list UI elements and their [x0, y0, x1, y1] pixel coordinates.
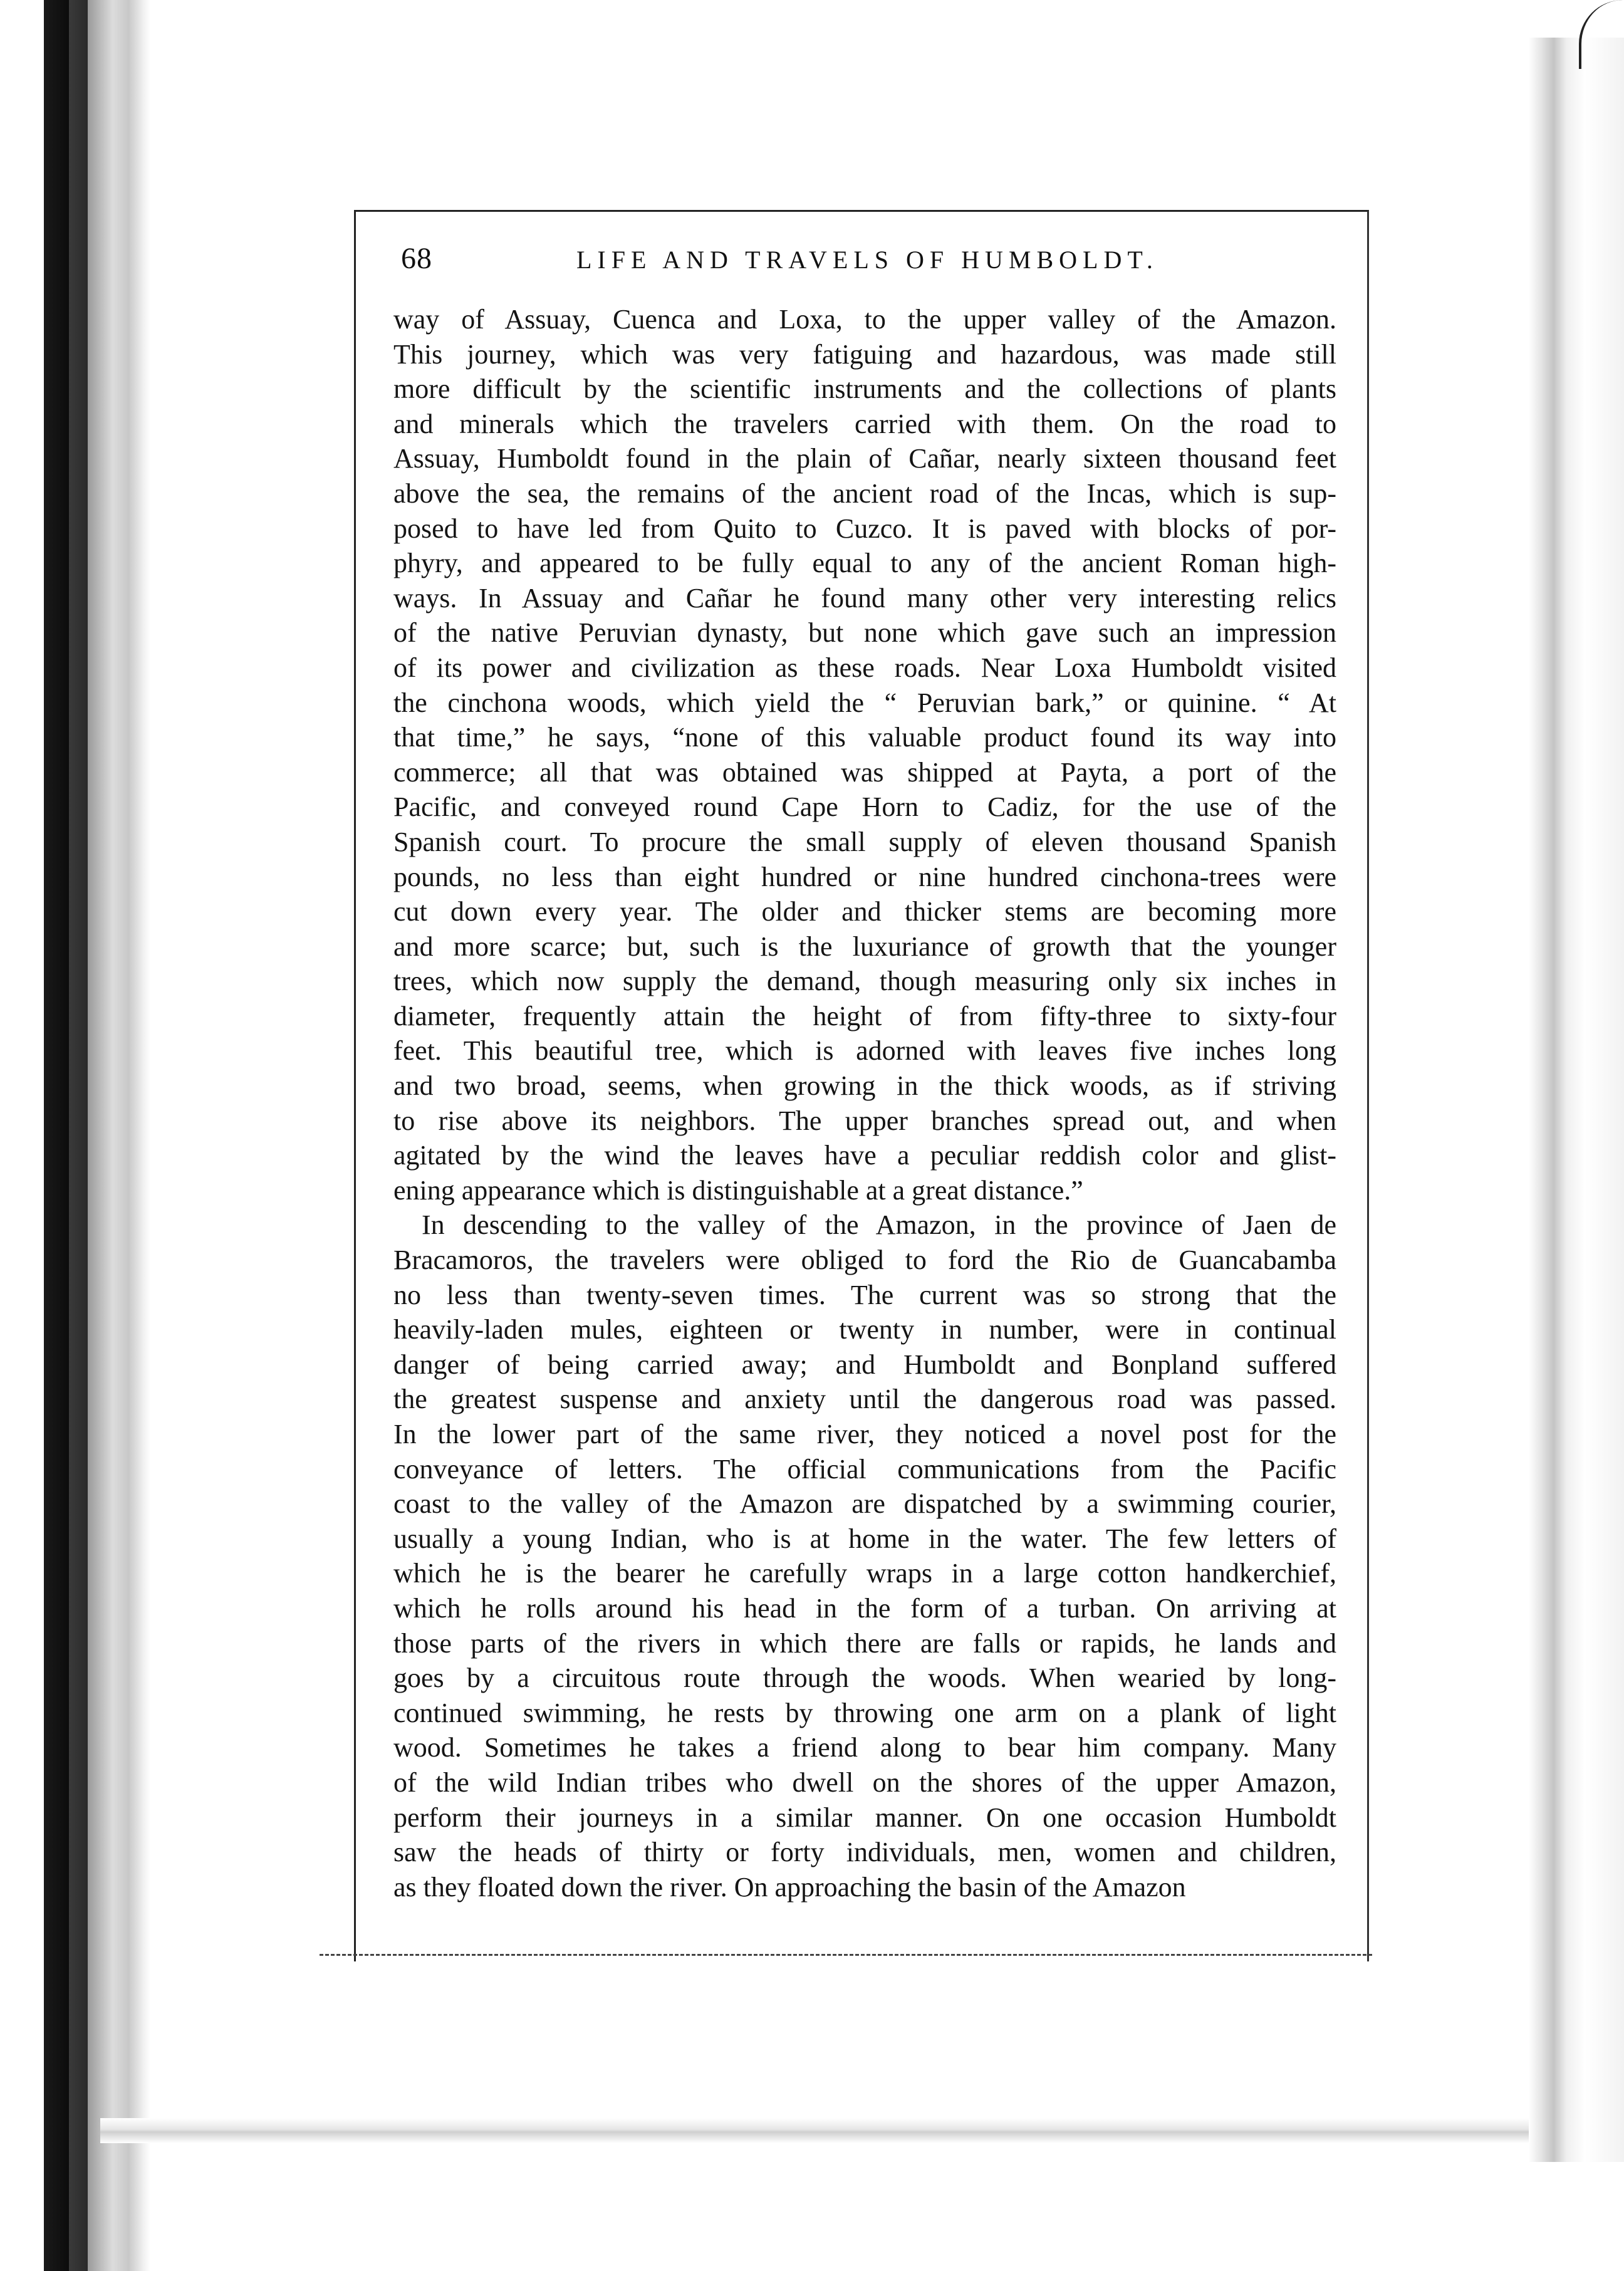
text-line: This journey, which was very fatiguing and hazardous, was made still — [393, 338, 1336, 370]
text-line: usually a young Indian, who is at home in the water. The few letters of — [393, 1523, 1336, 1554]
book-spine-shadow — [0, 0, 150, 2271]
text-line: goes by a circuitous route through the woods. When wearied by long- — [393, 1663, 1336, 1694]
text-line: danger of being carried away; and Humboldt and Bonpland suffered — [393, 1349, 1336, 1380]
text-line: the cinchona woods, which yield the “ Peruvian bark,” or quinine. “ At — [393, 687, 1336, 718]
text-line: Bracamoros, the travelers were obliged to ford the Rio de Guancabamba — [393, 1245, 1336, 1276]
text-line: posed to have led from Quito to Cuzco. It is paved with blocks of por- — [393, 513, 1336, 544]
page-edge-stack — [1529, 38, 1624, 2162]
page-bottom-shadow — [100, 2118, 1529, 2143]
page-bottom-rule — [320, 1954, 1372, 1956]
text-line: agitated by the wind the leaves have a peculiar reddish color and glist- — [393, 1140, 1336, 1171]
text-line: Spanish court. To procure the small supply of eleven thousand Spanish — [393, 826, 1336, 857]
text-line: Assuay, Humboldt found in the plain of Cañar, nearly sixteen thousand feet — [393, 443, 1336, 474]
text-line: and more scarce; but, such is the luxuriance of growth that the younger — [393, 931, 1336, 962]
text-line: trees, which now supply the demand, though measuring only six inches in — [393, 966, 1336, 997]
text-line: and two broad, seems, when growing in the thick woods, as if striving — [393, 1070, 1336, 1102]
running-title: LIFE AND TRAVELS OF HUMBOLDT. — [576, 246, 1158, 274]
text-line: coast to the valley of the Amazon are dispatched by a swimming courier, — [393, 1488, 1336, 1520]
text-line: more difficult by the scientific instruments and the collections of plants — [393, 373, 1336, 405]
text-line: Pacific, and conveyed round Cape Horn to Cadiz, for the use of the — [393, 791, 1336, 823]
paragraph — [393, 302, 1336, 1208]
text-line: In the lower part of the same river, they noticed a novel post for the — [393, 1419, 1336, 1449]
text-line: ways. In Assuay and Cañar he found many other very interesting relics — [393, 582, 1336, 613]
text-line: saw the heads of thirty or forty individuals, men, women and children, — [393, 1837, 1336, 1868]
text-line: above the sea, the remains of the ancient road of the Incas, which is sup- — [393, 478, 1336, 509]
text-line: perform their journeys in a similar manner. On one occasion Humboldt — [393, 1802, 1336, 1833]
text-line: commerce; all that was obtained was shipped at Payta, a port of the — [393, 756, 1336, 788]
text-line: which he is the bearer he carefully wraps in a large cotton handkerchief, — [393, 1558, 1336, 1589]
text-line: the greatest suspense and anxiety until the dangerous road was passed. — [393, 1384, 1336, 1415]
text-line: continued swimming, he rests by throwing one arm on a plank of light — [393, 1697, 1336, 1728]
running-head — [401, 241, 1328, 285]
page-number: 68 — [401, 242, 432, 275]
page-corner-curl — [1579, 0, 1624, 69]
text-line: wood. Sometimes he takes a friend along to bear him company. Many — [393, 1732, 1336, 1763]
text-line: as they floated down the river. On approaching the basin of the Amazon — [393, 1871, 1186, 1903]
text-line: phyry, and appeared to be fully equal to any of the ancient Roman high- — [393, 548, 1336, 579]
paragraph — [393, 1208, 1336, 1904]
text-line: which he rolls around his head in the form of a turban. On arriving at — [393, 1592, 1336, 1624]
text-line: diameter, frequently attain the height of from fifty-three to sixty-four — [393, 1000, 1336, 1031]
text-line: that time,” he says, “none of this valuable product found its way into — [393, 722, 1336, 753]
text-line: those parts of the rivers in which there are falls or rapids, he lands and — [393, 1627, 1336, 1659]
text-line: pounds, no less than eight hundred or nine hundred cinchona-trees were — [393, 861, 1336, 892]
body-text — [393, 302, 1336, 1904]
text-line: ening appearance which is distinguishable at a great distance.” — [393, 1174, 1083, 1206]
text-line: feet. This beautiful tree, which is adorned with leaves five inches long — [393, 1035, 1336, 1067]
text-line: no less than twenty-seven times. The current was so strong that the — [393, 1279, 1336, 1310]
text-line: of its power and civilization as these roads. Near Loxa Humboldt visited — [393, 652, 1336, 683]
text-line: to rise above its neighbors. The upper branches spread out, and when — [393, 1105, 1336, 1136]
text-line: cut down every year. The older and thicker stems are becoming more — [393, 896, 1336, 927]
text-line: of the wild Indian tribes who dwell on the shores of the upper Amazon, — [393, 1767, 1336, 1798]
text-line: In descending to the valley of the Amazon, in the province of Jaen de — [422, 1209, 1336, 1241]
text-line: conveyance of letters. The official communications from the Pacific — [393, 1453, 1336, 1485]
text-line: of the native Peruvian dynasty, but none which gave such an impression — [393, 617, 1336, 649]
text-line: way of Assuay, Cuenca and Loxa, to the upper valley of the Amazon. — [393, 304, 1336, 335]
text-line: and minerals which the travelers carried with them. On the road to — [393, 408, 1336, 439]
text-line: heavily-laden mules, eighteen or twenty in number, were in continual — [393, 1314, 1336, 1345]
